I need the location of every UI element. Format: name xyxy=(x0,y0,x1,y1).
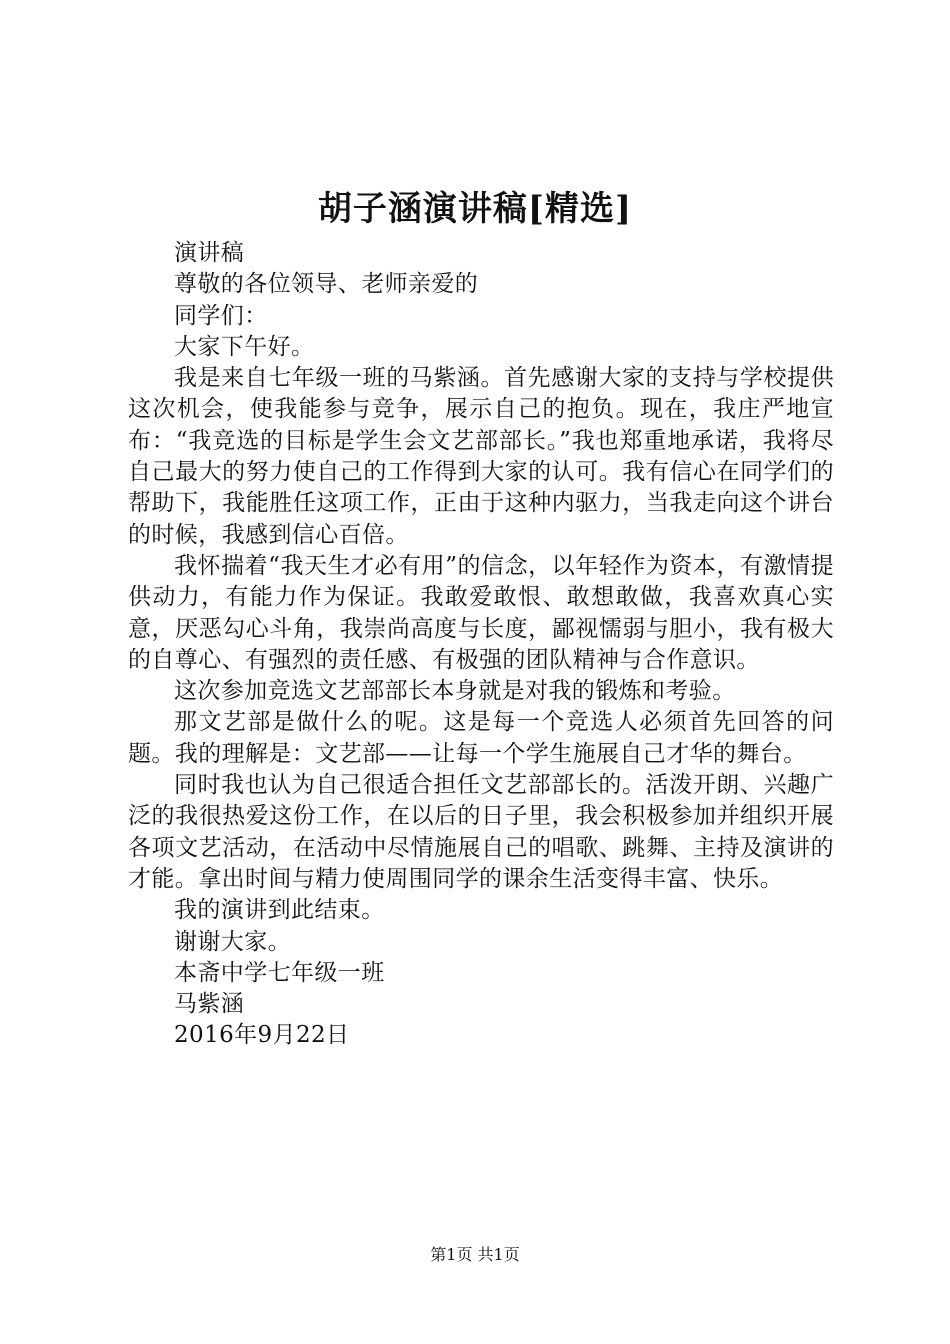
paragraph: 本斋中学七年级一班 xyxy=(174,959,385,986)
paragraph: 我是来自七年级一班的马紫涵。首先感谢大家的支持与学校提供这次机会，使我能参与竞争，展示自己的抱负。现在，我庄严地宣布：“我竞选的目标是学生会文艺部部长。”我也郑重地承诺，我将尽自己最大的努力使自己的工作得到大家的认可。我有信心在同学们的帮助下，我能胜任这项工作，正由于这种内驱力，当我走向这个讲台的时候，我感到信心百倍。 xyxy=(128,365,834,548)
paragraph: 大家下午好。 xyxy=(174,333,315,360)
paragraph: 马紫涵 xyxy=(174,991,245,1018)
paragraph: 同学们： xyxy=(174,302,268,329)
paragraph: 我怀揣着“我天生才必有用”的信念，以年轻作为资本，有激情提供动力，有能力作为保证。我敢爱敢恨、敢想敢做，我喜欢真心实意，厌恶勾心斗角，我崇尚高度与长度，鄙视懦弱与胆小，我有极大的自尊心、有强烈的责任感、有极强的团队精神与合作意识。 xyxy=(128,552,834,673)
paragraph: 2016年9月22日 xyxy=(174,1022,350,1049)
paragraph: 同时我也认为自己很适合担任文艺部部长的。活泼开朗、兴趣广泛的我很热爱这份工作，在以后的日子里，我会积极参加并组织开展各项文艺活动，在活动中尽情施展自己的唱歌、跳舞、主持及演讲的才能。拿出时间与精力使周围同学的课余生活变得丰富、快乐。 xyxy=(128,772,834,892)
paragraph: 尊敬的各位领导、老师亲爱的 xyxy=(174,271,479,298)
paragraph: 谢谢大家。 xyxy=(174,928,291,955)
page-footer: 第1页 共1页 xyxy=(430,1245,520,1264)
paragraph: 这次参加竞选文艺部部长本身就是对我的锻炼和考验。 xyxy=(174,678,736,705)
document-title: 胡子涵演讲稿[精选] xyxy=(317,189,633,229)
paragraph: 演讲稿 xyxy=(174,240,245,266)
paragraph: 那文艺部是做什么的呢。这是每一个竞选人必须首先回答的问题。我的理解是：文艺部——让每一个学生施展自己才华的舞台。 xyxy=(128,709,834,767)
document-body xyxy=(128,238,834,1052)
paragraph: 我的演讲到此结束。 xyxy=(174,897,385,924)
